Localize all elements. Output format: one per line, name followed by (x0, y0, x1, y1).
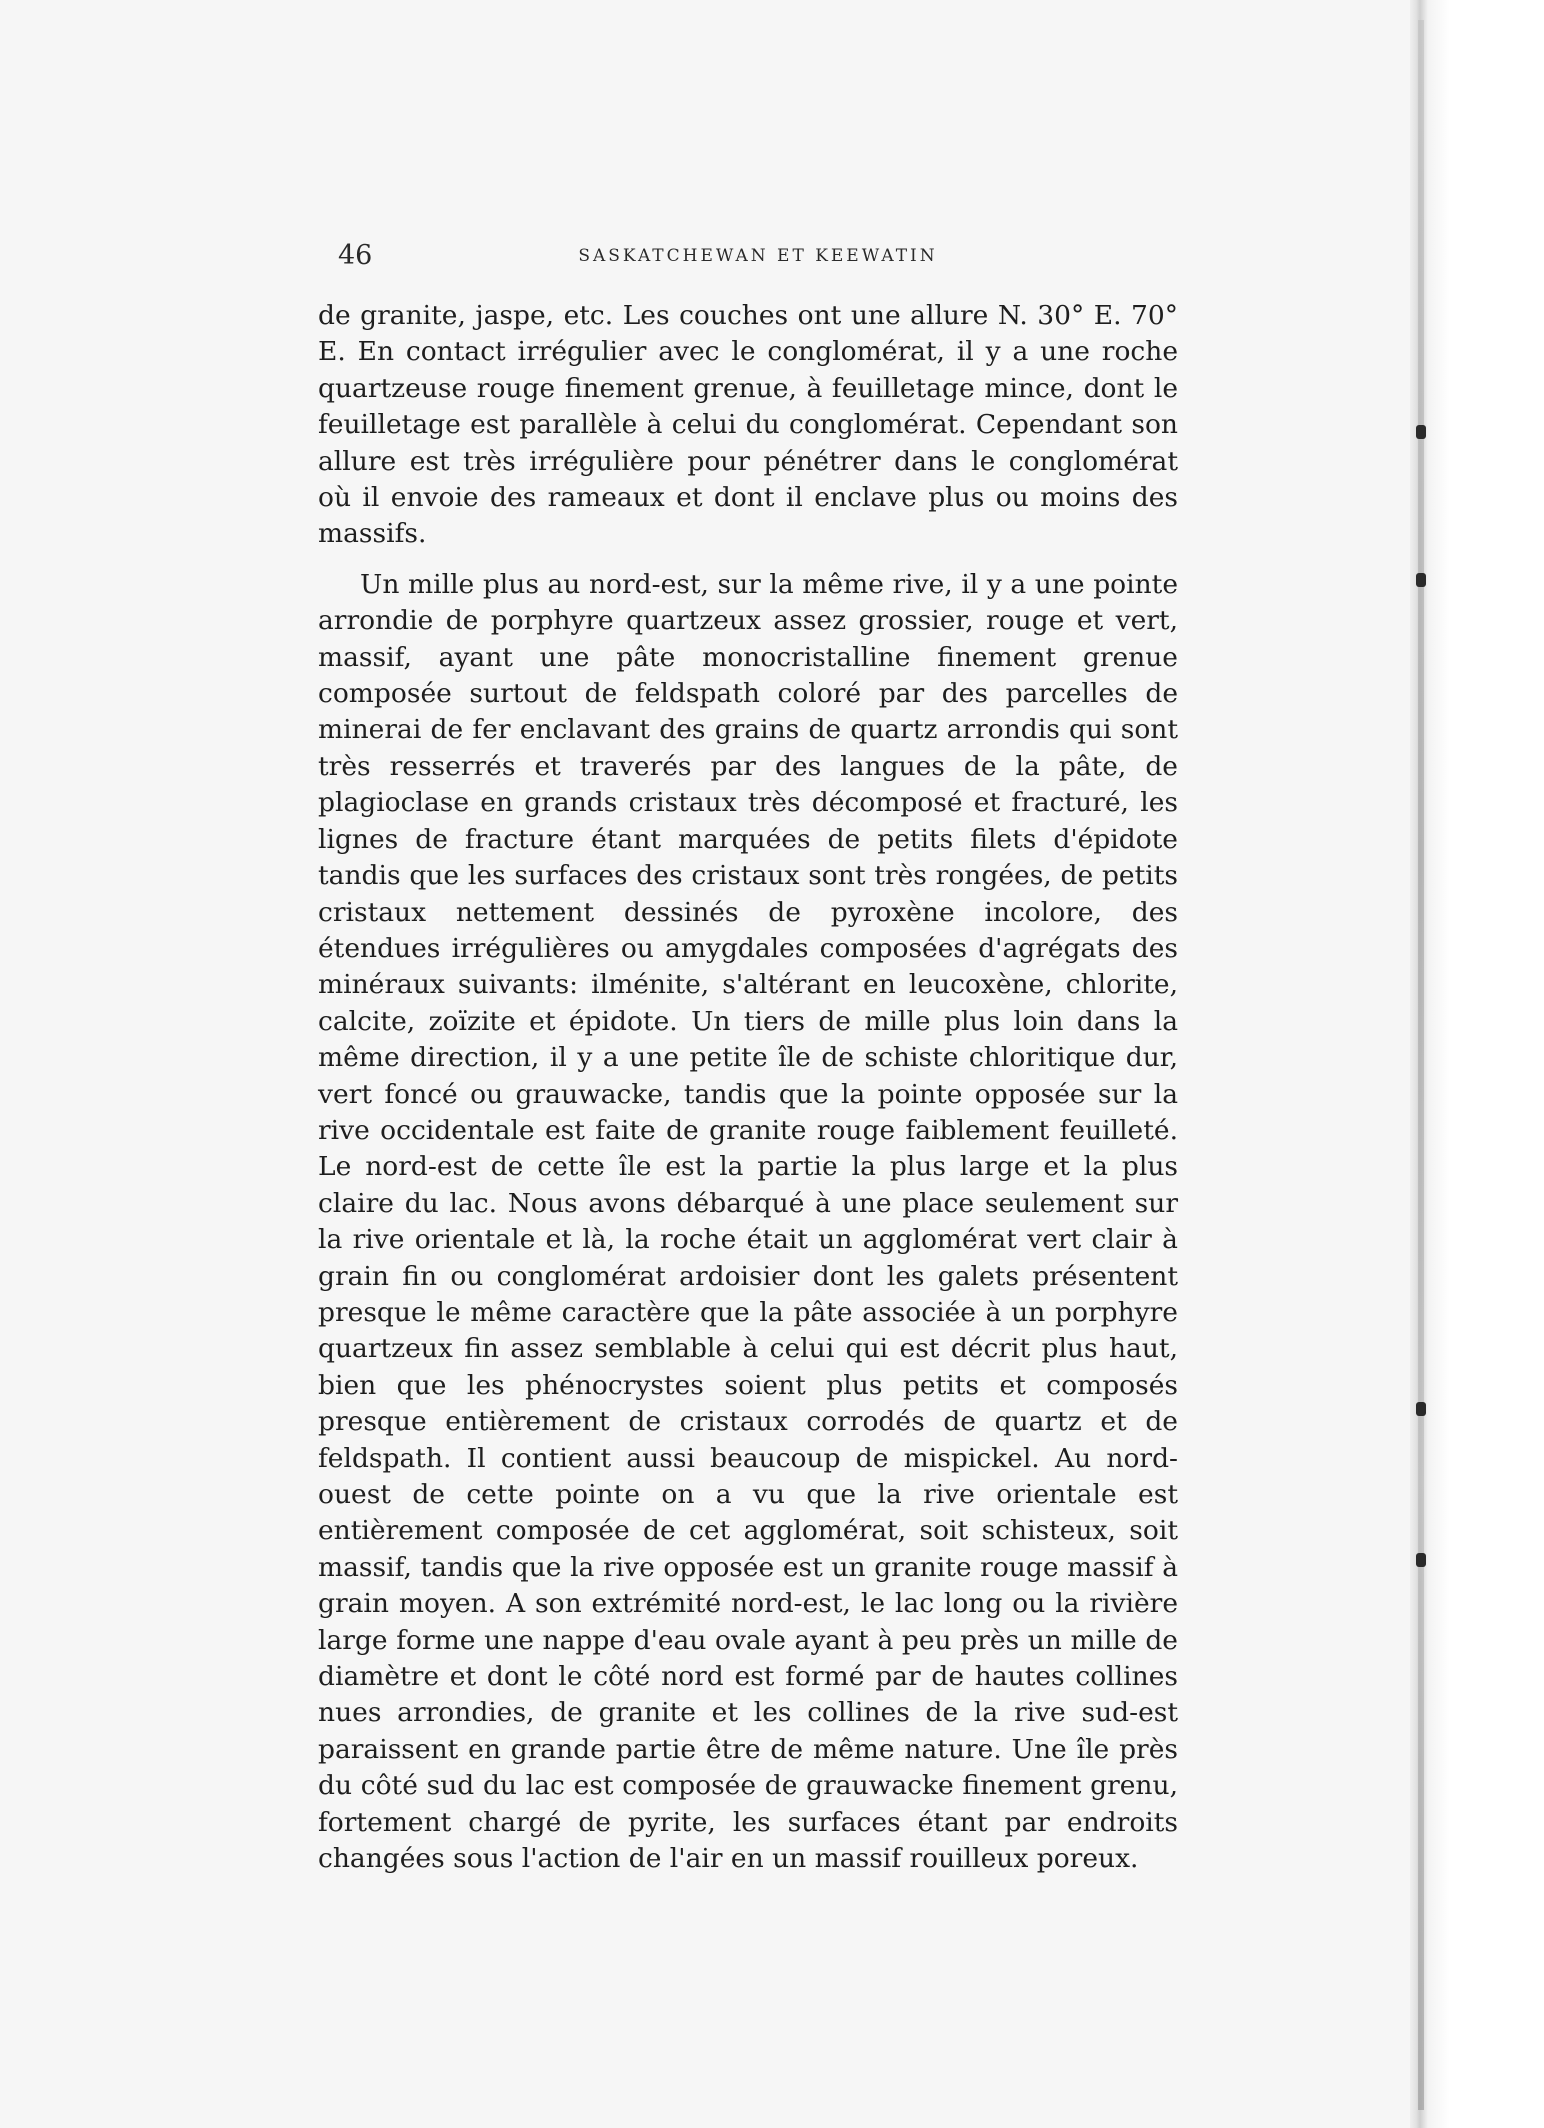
paragraph-1: de granite, jaspe, etc. Les couches ont une allure N. 30° E. 70° E. En contact irrégulier avec le conglomérat, il y a une roche quartzeuse rouge finement grenue, à feuilletage mince, dont le feuilletage est parallèle à celui du conglomérat. Cependant son allure est très irrégulière pour pénétrer dans le conglomérat où il envoie des rameaux et dont il enclave plus ou moins des massifs. (318, 300, 1178, 550)
edge-mark-4 (1416, 1553, 1426, 1567)
edge-mark-1 (1416, 425, 1426, 439)
running-title: SASKATCHEWAN ET KEEWATIN (578, 246, 938, 266)
page-edge-shadow (1410, 0, 1544, 2128)
edge-mark-2 (1416, 573, 1426, 587)
page-number: 46 (338, 240, 373, 271)
body-text (318, 298, 1178, 1877)
binding-edge-line (1418, 20, 1424, 2110)
edge-mark-3 (1416, 1402, 1426, 1416)
paragraph-2: Un mille plus au nord-est, sur la même rive, il y a une pointe arrondie de porphyre quartzeux assez grossier, rouge et vert, massif, ayant une pâte monocristalline finement grenue composée surtout de feldspath coloré par des parcelles de minerai de fer enclavant des grains de quartz arrondis qui sont très resserrés et traverés par des langues de la pâte, de plagioclase en grands cristaux très décomposé et fracturé, les lignes de fracture étant marquées de petits filets d'épidote tandis que les surfaces des cristaux sont très rongées, de petits cristaux nettement dessinés de pyroxène incolore, des étendues irrégulières ou amygdales composées d'agrégats des minéraux suivants: ilménite, s'altérant en leucoxène, chlorite, calcite, zoïzite et épidote. Un tiers de mille plus loin dans la même direction, il y a une petite île de schiste chloritique dur, vert foncé ou grauwacke, tandis que la pointe opposée sur la rive occidentale est faite de granite rouge faiblement feuilleté. Le nord-est de cette île est la partie la plus large et la plus claire du lac. Nous avons débarqué à une place seulement sur la rive orientale et là, la roche était un agglomérat vert clair à grain fin ou conglomérat ardoisier dont les galets présentent presque le même caractère que la pâte associée à un porphyre quartzeux fin assez semblable à celui qui est décrit plus haut, bien que les phénocrystes soient plus petits et composés presque entièrement de cristaux corrodés de quartz et de feldspath. Il contient aussi beaucoup de mispickel. Au nord-ouest de cette pointe on a vu que la rive orientale est entièrement composée de cet agglomérat, soit schisteux, soit massif, tandis que la rive opposée est un granite rouge massif à grain moyen. A son extrémité nord-est, le lac long ou la rivière large forme une nappe d'eau ovale ayant à peu près un mille de diamètre et dont le côté nord est formé par de hautes collines nues arrondies, de granite et les collines de la rive sud-est paraissent en grande partie être de même nature. Une île près du côté sud du lac est composée de grauwacke finement grenu, fortement chargé de pyrite, les surfaces étant par endroits changées sous l'action de l'air en un massif rouilleux poreux. (318, 568, 1178, 1875)
page-header (338, 240, 1178, 270)
